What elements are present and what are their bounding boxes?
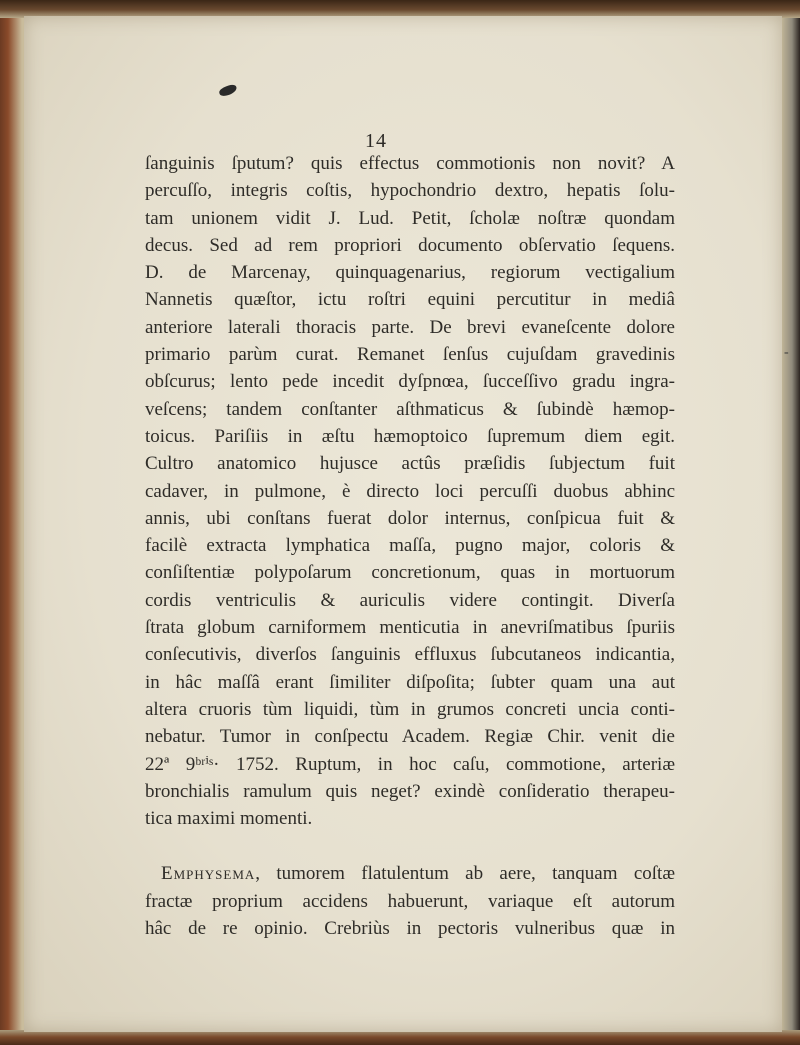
page-number: 14 <box>365 130 387 152</box>
text-line: altera cruoris tùm liquidi, tùm in grumos concreti uncia conti- <box>145 698 675 720</box>
text-line: ſtrata globum carniformem menticutia in anevriſmatibus ſpuriis <box>145 617 675 639</box>
text-line: hâc de re opinio. Crebriùs in pectoris vulneribus quæ in <box>145 918 675 940</box>
text-line-rest: , tumorem flatulentum ab aere, tanquam coſtæ <box>255 863 675 885</box>
text-line: toicus. Pariſiis in æſtu hæmoptoico ſupremum diem egit. <box>145 425 675 447</box>
text-line: annis, ubi conſtans fuerat dolor internus, conſpicua fuit & <box>145 507 675 529</box>
text-line: decus. Sed ad rem propriori documento obſervatio ſequens. <box>145 234 675 256</box>
text-line: Nannetis quæſtor, ictu roſtri equini percutitur in mediâ <box>145 289 675 311</box>
text-line: percuſſo, integris coſtis, hypochondrio dextro, hepatis ſolu- <box>145 180 675 202</box>
text-line: obſcurus; lento pede incedit dyſpnœa, ſucceſſivo gradu ingra- <box>145 371 675 393</box>
text-line: conſecutivis, diverſos ſanguinis effluxus ſubcutaneos indicantia, <box>145 644 675 666</box>
emphysema-heading: Emphysema <box>161 863 256 885</box>
margin-mark: - <box>784 345 789 360</box>
text-line: 22ª 9ᵇʳⁱˢ· 1752. Ruptum, in hoc caſu, commotione, arteriæ <box>145 753 675 775</box>
paragraph-2 <box>145 860 675 942</box>
ink-blot-mark <box>218 83 238 97</box>
text-line: D. de Marcenay, quinquagenarius, regiorum vectigalium <box>145 262 675 284</box>
body-text <box>145 150 675 942</box>
text-line: nebatur. Tumor in conſpectu Academ. Regiæ Chir. venit die <box>145 726 675 748</box>
text-line: bronchialis ramulum quis neget? exindè conſideratio therapeu- <box>145 780 675 802</box>
paragraph-1 <box>145 150 675 832</box>
text-line: tica maximi momenti. <box>145 808 313 830</box>
text-line: Cultro anatomico hujusce actûs præſidis ſubjectum fuit <box>145 453 675 475</box>
text-line: tam unionem vidit J. Lud. Petit, ſcholæ noſtræ quondam <box>145 207 675 229</box>
text-line: veſcens; tandem conſtanter aſthmaticus & ſubindè hæmop- <box>145 398 675 420</box>
text-line: fractæ proprium accidens habuerunt, variaque eſt autorum <box>145 890 675 912</box>
text-line: in hâc maſſâ erant ſimiliter diſpoſita; ſubter quam una aut <box>145 671 675 693</box>
text-line: conſiſtentiæ polypoſarum concretionum, quas in mortuorum <box>145 562 675 584</box>
text-line: cordis ventriculis & auriculis videre contingit. Diverſa <box>145 589 675 611</box>
text-line: ſanguinis ſputum? quis effectus commotionis non novit? A <box>145 153 675 174</box>
text-line: facilè extracta lymphatica maſſa, pugno major, coloris & <box>145 535 675 557</box>
text-line: cadaver, in pulmone, è directo loci percuſſi duobus abhinc <box>145 480 675 502</box>
paragraph-gap <box>145 832 675 860</box>
bottom-binding-edge <box>0 1030 800 1045</box>
text-line-first <box>145 860 675 887</box>
text-line: anteriore laterali thoracis parte. De brevi evaneſcente dolore <box>145 316 675 338</box>
text-line: primario parùm curat. Remanet ſenſus cujuſdam gravedinis <box>145 344 675 366</box>
